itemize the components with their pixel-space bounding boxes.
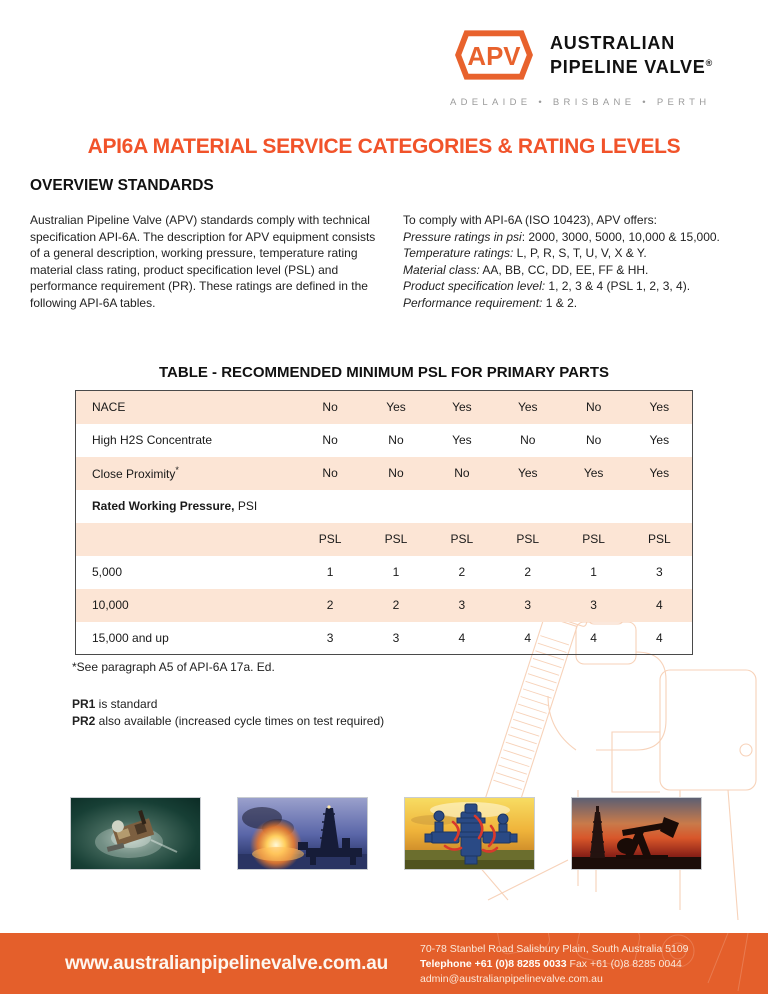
table-cell: 4	[655, 598, 663, 612]
table-cell: No	[322, 433, 338, 447]
page-title: API6A MATERIAL SERVICE CATEGORIES & RATING LEVELS	[87, 135, 681, 158]
table-cell: Yes	[649, 400, 670, 415]
offers-intro: To comply with API-6A (ISO 10423), APV offers:	[403, 213, 657, 227]
offers-line: Pressure ratings in psi: 2000, 3000, 5000, 10,000 & 15,000.	[403, 229, 720, 244]
telephone: Telephone +61 (0)8 8285 0033	[420, 958, 567, 970]
table-cell: 3	[524, 598, 532, 612]
table-cell: 1	[590, 565, 597, 579]
table-cell: PSL	[318, 532, 342, 546]
table-cell: Yes	[386, 400, 406, 415]
company-logo	[450, 30, 740, 108]
table-cell: Yes	[517, 466, 538, 480]
table-row: 15,000 and up 3 3 4 4 4 4	[76, 622, 693, 655]
table-cell: No	[585, 400, 602, 415]
registered-trademark: ®	[705, 58, 713, 68]
table-cell: PSL	[582, 532, 605, 546]
table-row: NACE No Yes Yes Yes No Yes	[76, 391, 693, 424]
office-cities: ADELAIDE • BRISBANE • PERTH	[450, 97, 711, 108]
offers-line: Temperature ratings: L, P, R, S, T, U, V, X & Y.	[403, 246, 647, 261]
offers-list	[403, 229, 745, 312]
table-cell: No	[388, 433, 404, 447]
table-cell: PSL	[647, 532, 671, 546]
email: admin@australianpipelinevalve.com.au	[420, 973, 603, 985]
table-cell: 3	[590, 598, 597, 612]
drilling-rig-night-flare-photo	[237, 797, 368, 870]
table-cell: 4	[524, 630, 532, 645]
table-cell: 3	[392, 630, 400, 645]
table-cell: 1	[326, 565, 334, 579]
table-cell: 1	[392, 565, 400, 579]
table-cell: No	[454, 466, 470, 480]
table-cell: 4	[655, 630, 663, 645]
table-cell: 2	[392, 598, 400, 612]
overview-columns	[30, 212, 745, 312]
table-row	[76, 523, 693, 556]
pumpjack-sunset-photo	[571, 797, 702, 870]
table-row: Rated Working Pressure, PSI	[92, 499, 258, 513]
table-cell: 3	[458, 598, 466, 612]
website-url: www.australianpipelinevalve.com.au	[65, 952, 389, 974]
table-cell: 2	[458, 565, 466, 579]
pr-line: PR2 also available (increased cycle times on test required)	[72, 714, 385, 728]
table-cell: 2	[326, 598, 334, 612]
table-cell: PSL	[384, 532, 408, 546]
table-cell: No	[520, 433, 536, 447]
table-cell: 4	[458, 630, 466, 645]
table-cell: 2	[524, 565, 532, 579]
table-footnote: *See paragraph A5 of API-6A 17a. Ed.	[72, 660, 275, 674]
wellhead-christmas-tree-photo	[404, 797, 535, 870]
table-row: High H2S Concentrate No No Yes No No Yes	[76, 424, 693, 457]
pr-notes	[72, 696, 384, 730]
psl-recommendation-table	[75, 390, 693, 655]
table-cell: PSL	[450, 532, 474, 546]
table-cell: Yes	[649, 433, 670, 447]
pr-line: PR1 is standard	[72, 697, 158, 711]
offers-line: Product specification level: 1, 2, 3 & 4 (PSL 1, 2, 3, 4).	[403, 279, 691, 294]
table-cell: 4	[590, 630, 597, 645]
table-cell: Yes	[649, 466, 670, 480]
table-cell: Yes	[583, 466, 604, 480]
table-row: Close Proximity* No No No Yes Yes Yes	[76, 457, 693, 490]
table-cell: Yes	[452, 400, 472, 415]
table-cell: No	[585, 433, 602, 447]
contact-block	[420, 942, 689, 987]
table-heading: TABLE - RECOMMENDED MINIMUM PSL FOR PRIMARY PARTS	[159, 364, 609, 381]
footer	[0, 933, 768, 994]
table-cell: Yes	[452, 433, 472, 447]
table-cell: No	[322, 400, 338, 415]
company-name-line2: PIPELINE VALVE	[550, 57, 706, 77]
address-line: 70-78 Stanbel Road Salisbury Plain, South Australia 5109	[420, 943, 689, 955]
table-row: 10,000 2 2 3 3 3 4	[76, 589, 693, 622]
logo-acronym: APV	[467, 43, 521, 71]
table-cell: 3	[326, 630, 334, 645]
photo-gallery	[70, 797, 702, 870]
table-cell: PSL	[516, 532, 540, 546]
company-name	[550, 33, 713, 77]
apv-hexagon-logo-icon	[450, 30, 538, 80]
fax: Fax +61 (0)8 8285 0044	[566, 958, 682, 970]
company-name-line1: AUSTRALIAN	[550, 33, 675, 53]
psl-table-body	[76, 391, 693, 655]
overview-right-column	[403, 212, 745, 312]
overview-heading: OVERVIEW STANDARDS	[30, 177, 214, 194]
table-cell: Yes	[517, 400, 538, 415]
table-cell: No	[322, 466, 338, 480]
offers-line: Material class: AA, BB, CC, DD, EE, FF & HH.	[403, 262, 649, 277]
table-row: 5,000 1 1 2 2 1 3	[76, 556, 693, 589]
offshore-platform-aerial-photo	[70, 797, 201, 870]
overview-left-paragraph: Australian Pipeline Valve (APV) standards comply with technical specification API-6A. The description for APV equipment consists of a general description, working pressure, temperature rating material class rating, product specification level (PSL) and performance requirement (PR). These ratings are defined in the following API-6A tables.	[30, 213, 376, 310]
table-cell: No	[388, 466, 404, 480]
offers-line: Performance requirement: 1 & 2.	[403, 295, 578, 310]
phone-fax-line	[420, 957, 689, 972]
table-cell: 3	[655, 565, 663, 579]
